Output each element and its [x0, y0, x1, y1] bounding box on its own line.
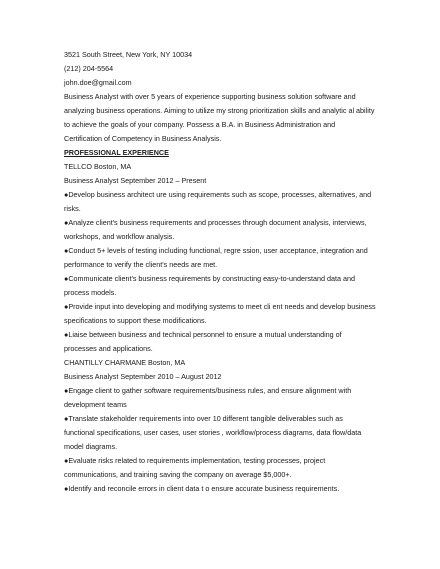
- job-bullet-line: ●Conduct 5+ levels of testing including functional, regre ssion, user acceptance, integration and: [64, 246, 368, 255]
- job-bullet-line: functional specifications, user cases, user stories , workflow/process diagrams, data flow/data: [64, 428, 362, 437]
- job-bullet-line: ●Evaluate risks related to requirements implementation, testing processes, project: [64, 456, 326, 465]
- job-company: CHANTILLY CHARMANE Boston, MA: [64, 358, 186, 367]
- job-bullet-line: model diagrams.: [64, 442, 118, 451]
- contact-phone: (212) 204-5564: [64, 64, 114, 73]
- job-bullet-line: development teams: [64, 400, 127, 409]
- job-bullet-line: ●Provide input into developing and modifying systems to meet cli ent needs and develop business: [64, 302, 376, 311]
- summary-line: Certification of Competency in Business Analysis.: [64, 134, 222, 143]
- resume-content: [64, 48, 384, 496]
- job-bullet-line: risks.: [64, 204, 81, 213]
- job-bullet-line: communications, and training saving the company on average $5,000+.: [64, 470, 292, 479]
- job-bullet-line: specifications to support these modifications.: [64, 316, 207, 325]
- contact-address: 3521 South Street, New York, NY 10034: [64, 50, 193, 59]
- summary-line: Business Analyst with over 5 years of experience supporting business solution software and: [64, 92, 356, 101]
- job-bullet-line: processes and applications.: [64, 344, 153, 353]
- section-heading-experience: PROFESSIONAL EXPERIENCE: [64, 148, 169, 157]
- job-bullet-line: ●Liaise between business and technical personnel to ensure a mutual understanding of: [64, 330, 342, 339]
- job-bullet-line: process models.: [64, 288, 117, 297]
- job-company: TELLCO Boston, MA: [64, 162, 132, 171]
- job-bullet-line: ●Engage client to gather software requirements/business rules, and ensure alignment with: [64, 386, 352, 395]
- job-bullet-line: ●Analyze client's business requirements and processes through document analysis, interviews,: [64, 218, 367, 227]
- job-bullet-line: ●Identify and reconcile errors in client data t o ensure accurate business requirements.: [64, 484, 340, 493]
- summary-line: to achieve the goals of your company. Possess a B.A. in Business Administration and: [64, 120, 336, 129]
- job-bullet-line: ●Communicate client's business requirements by constructing easy-to-understand data and: [64, 274, 355, 283]
- job-role: Business Analyst September 2012 – Present: [64, 176, 207, 185]
- job-bullet-line: workshops, and workflow analysis.: [64, 232, 175, 241]
- job-role: Business Analyst September 2010 – August 2012: [64, 372, 222, 381]
- job-bullet-line: ●Develop business architect ure using requirements such as scope, processes, alternatives, and: [64, 190, 372, 199]
- job-bullet-line: ●Translate stakeholder requirements into over 10 different tangible deliverables such as: [64, 414, 343, 423]
- summary-line: analyzing business operations. Aiming to utilize my strong prioritization skills and analytic al ability: [64, 106, 375, 115]
- contact-email: john.doe@gmail.com: [64, 78, 132, 87]
- job-bullet-line: performance to verify the client's needs are met.: [64, 260, 218, 269]
